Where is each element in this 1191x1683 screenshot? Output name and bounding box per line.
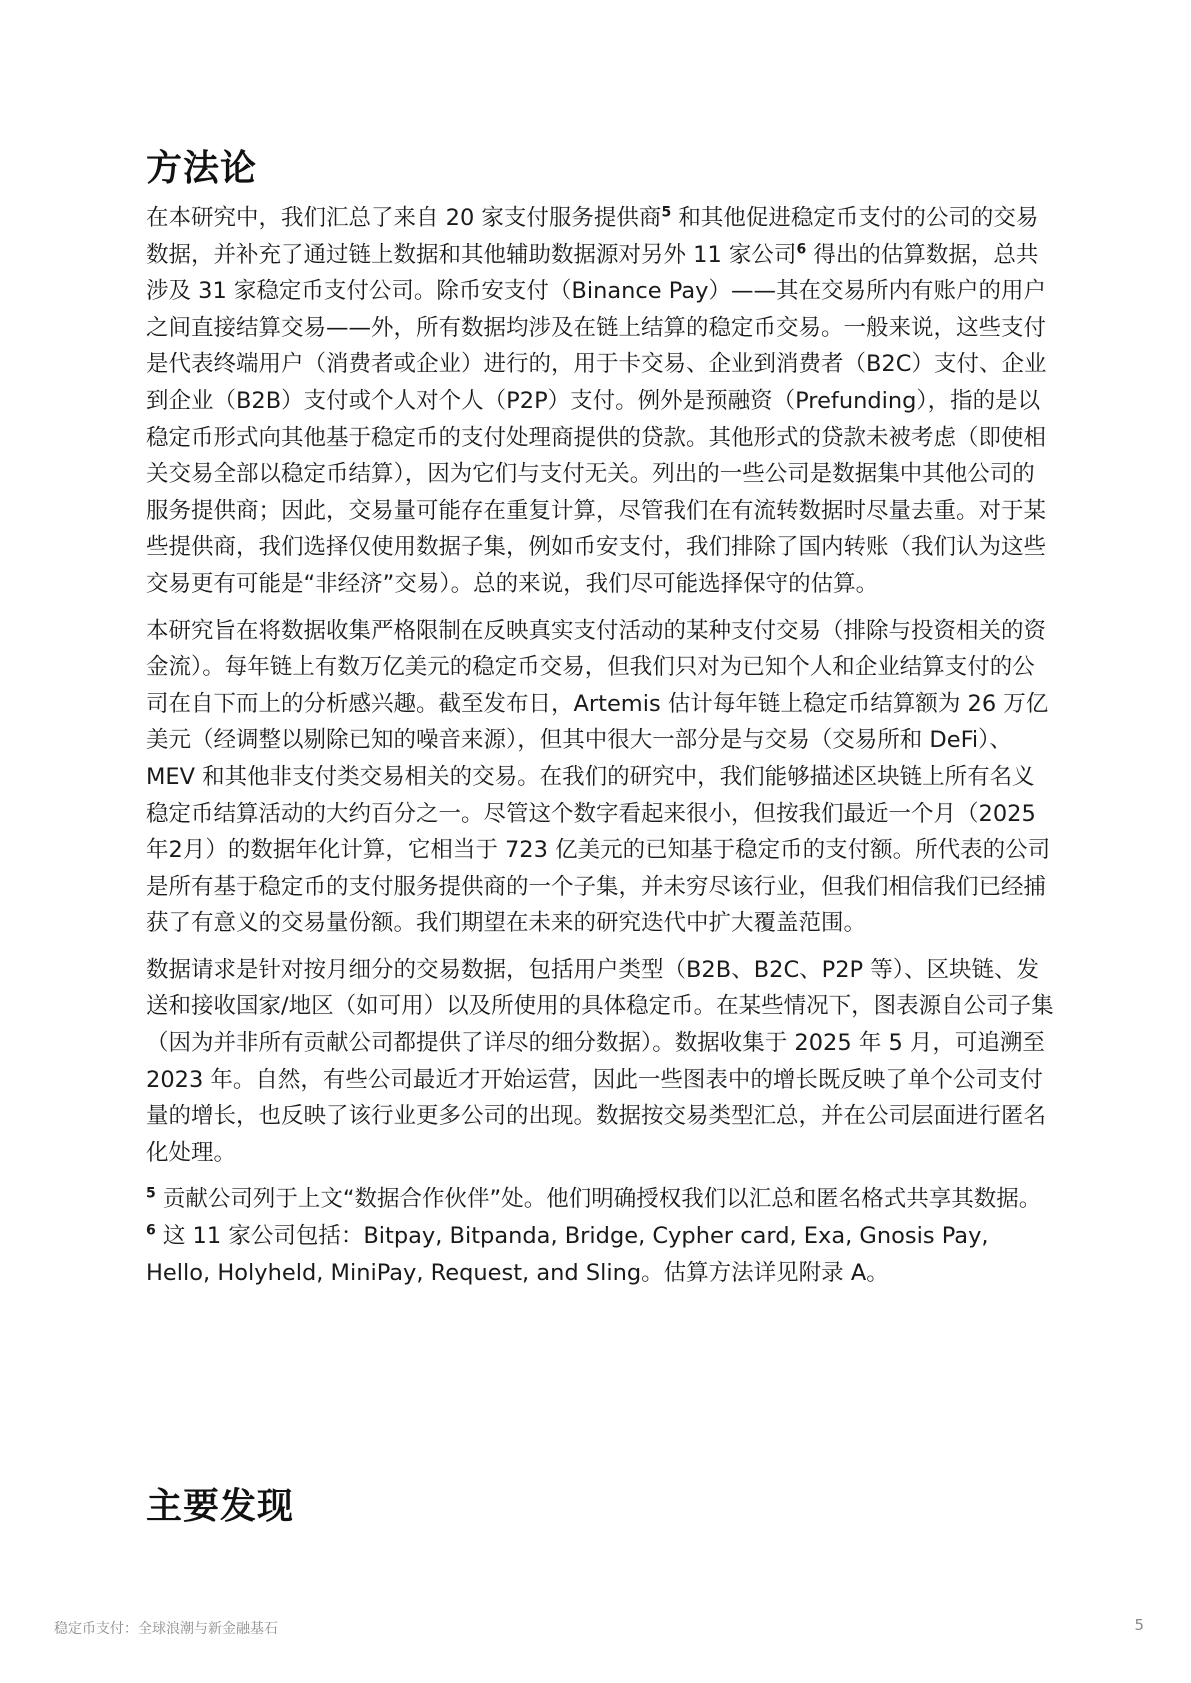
paragraph-2: 本研究旨在将数据收集严格限制在反映真实支付活动的某种支付交易（排除与投资相关的资金流）。每年链上有数万亿美元的稳定币交易，但我们只对为已知个人和企业结算支付的公司在自下而上的分析感兴趣。截至发布日，Artemis 估计每年链上稳定币结算额为 26 万亿美元（经调整以剔除已知的噪音来源），但其中很大一部分是与交易（交易所和 DeFi）、MEV 和其他非支付类交易相关的交易。在我们的研究中，我们能够描述区块链上所有名义稳定币结算活动的大约百分之一。尽管这个数字看起来很小，但按我们最近一个月（2025年2月）的数据年化计算，它相当于 723 亿美元的已知基于稳定币的支付额。所代表的公司是所有基于稳定币的支付服务提供商的一个子集，并未穷尽该行业，但我们相信我们已经捕获了有意义的交易量份额。我们期望在未来的研究迭代中扩大覆盖范围。 bbox=[146, 617, 1051, 937]
footnote-6-mark: 6 bbox=[146, 1222, 156, 1239]
footer-document-title: 稳定币支付：全球浪潮与新金融基石 bbox=[54, 1621, 278, 1637]
paragraph-1-part-c: 得出的估算数据，总共涉及 31 家稳定币支付公司。除币安支付（Binance Pay）——其在交易所内有账户的用户之间直接结算交易——外，所有数据均涉及在链上结算的稳定币交易。一般来说，这些支付是代表终端用户（消费者或企业）进行的，用于卡交易、企业到消费者（B2C）支付、企业到企业（B2B）支付或个人对个人（P2P）支付。例外是预融资（Prefunding），指的是以稳定币形式向其他基于稳定币的支付处理商提供的贷款。其他形式的贷款未被考虑（即使相关交易全部以稳定币结算），因为它们与支付无关。列出的一些公司是数据集中其他公司的服务提供商；因此，交易量可能存在重复计算，尽管我们在有流转数据时尽量去重。对于某些提供商，我们选择仅使用数据子集，例如币安支付，我们排除了国内转账（我们认为这些交易更有可能是“非经济”交易）。总的来说，我们尽可能选择保守的估算。 bbox=[146, 241, 1047, 597]
paragraph-1-part-b: 和其他促进稳定币支付的公司的交易数据，并补充了通过链上数据和其他辅助数据源对另外 11 家公司 bbox=[146, 205, 1039, 268]
paragraph-1 bbox=[146, 200, 1056, 603]
footnote-5-mark: 5 bbox=[146, 1185, 156, 1202]
footnote-ref-5[interactable]: 5 bbox=[661, 204, 672, 221]
footnote-6-text: 这 11 家公司包括：Bitpay, Bitpanda, Bridge, Cypher card, Exa, Gnosis Pay, Hello, Holyheld, MiniPay, Request, and Sling。估算方法详见附录 A。 bbox=[146, 1223, 989, 1286]
footnote-5 bbox=[146, 1181, 1056, 1218]
footnote-6 bbox=[146, 1218, 1056, 1291]
paragraph-3: 数据请求是针对按月细分的交易数据，包括用户类型（B2B、B2C、P2P 等）、区块链、发送和接收国家/地区（如可用）以及所使用的具体稳定币。在某些情况下，图表源自公司子集（因为并非所有贡献公司都提供了详尽的细分数据）。数据收集于 2025 年 5 月，可追溯至 2023 年。自然，有些公司最近才开始运营，因此一些图表中的增长既反映了单个公司支付量的增长，也反映了该行业更多公司的出现。数据按交易类型汇总，并在公司层面进行匿名化处理。 bbox=[146, 956, 1054, 1166]
section-heading-key-findings: 主要发现 bbox=[146, 1486, 295, 1527]
footnote-ref-6[interactable]: 6 bbox=[796, 241, 807, 258]
section-heading-methodology: 方法论 bbox=[146, 148, 258, 189]
paragraph-1-part-a: 在本研究中，我们汇总了来自 20 家支付服务提供商 bbox=[146, 205, 662, 231]
methodology-body bbox=[146, 200, 1056, 1291]
footnote-5-text: 贡献公司列于上文“数据合作伙伴”处。他们明确授权我们以汇总和匿名格式共享其数据。 bbox=[155, 1186, 1042, 1213]
footer-page-number: 5 bbox=[1134, 1616, 1144, 1634]
